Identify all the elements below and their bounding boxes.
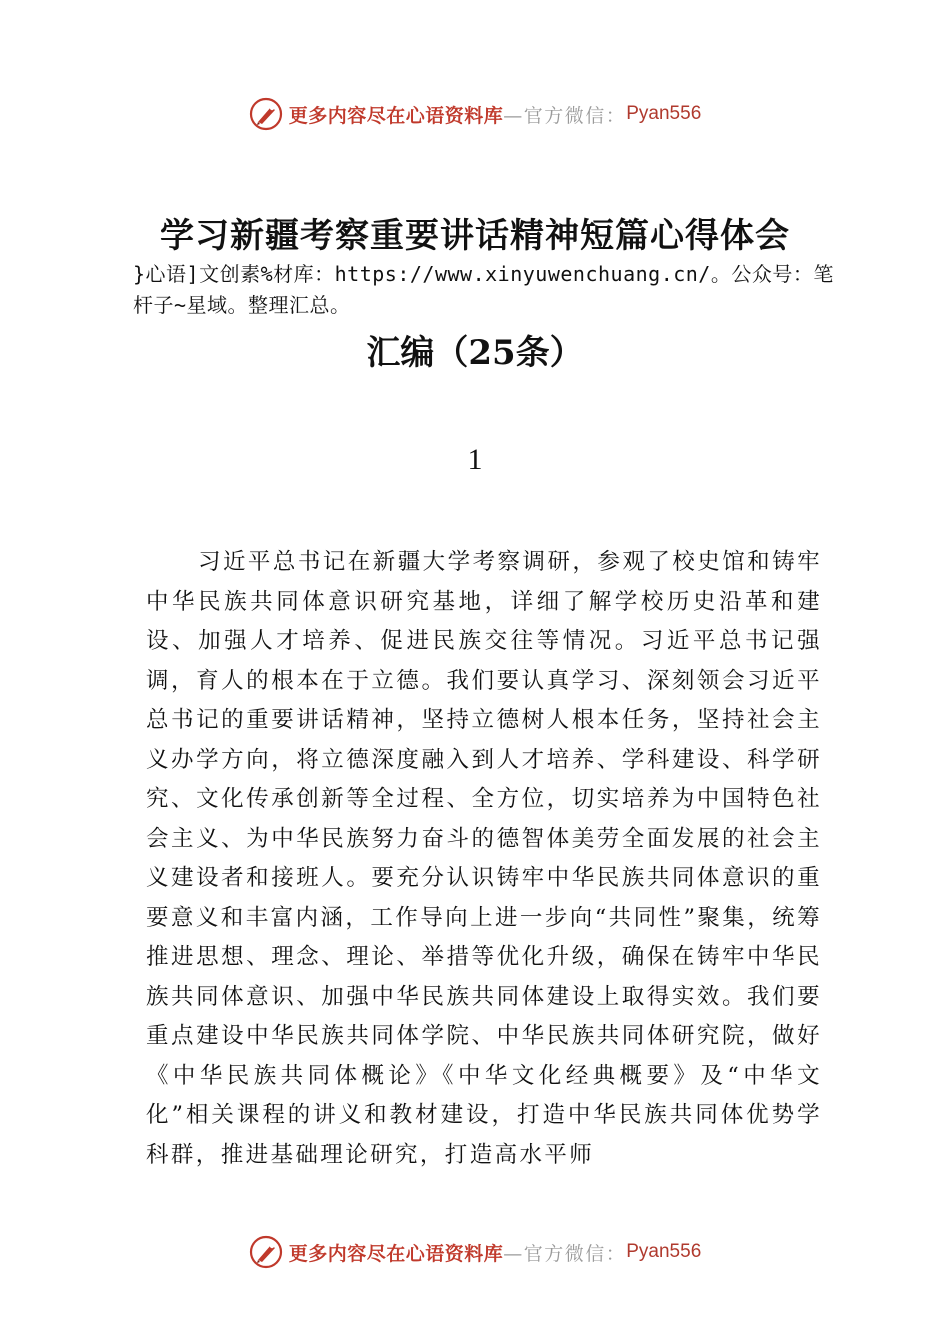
body-paragraph: 习近平总书记在新疆大学考察调研，参观了校史馆和铸牢中华民族共同体意识研究基地，详细了解学校历史沿革和建设、加强人才培养、促进民族交往等情况。习近平总书记强调，育人的根本在于立德。我们要认真学习、深刻领会习近平总书记的重要讲话精神，坚持立德树人根本任务，坚持社会主义办学方向，将立德深度融入到人才培养、学科建设、科学研究、文化传承创新等全过程、全方位，切实培养为中国特色社会主义、为中华民族努力奋斗的德智体美劳全面发展的社会主义建设者和接班人。要充分认识铸牢中华民族共同体意识的重要意义和丰富内涵，工作导向上进一步向“共同性”聚集，统筹推进思想、理念、理论、举措等优化升级，确保在铸牢中华民族共同体意识、加强中华民族共同体建设上取得实效。我们要重点建设中华民族共同体学院、中华民族共同体研究院，做好《中华民族共同体概论》《中华文化经典概要》及“中华文化”相关课程的讲义和教材建设，打造中华民族共同体优势学科群，推进基础理论研究，打造高水平师 [146,549,822,1168]
document-title: 学习新疆考察重要讲话精神短篇心得体会 [160,216,790,256]
source-line: }心语]文创素%材库：https://www.xinyuwenchuang.cn/。公众号：笔杆子~星域。整理汇总。 [133,262,834,317]
banner-library-text: 更多内容尽在心语资料库 [288,1242,504,1265]
pen-logo-icon [249,97,283,131]
document-subtitle: 汇编（25条） [366,333,584,373]
banner-library-text: 更多内容尽在心语资料库 [288,104,504,127]
banner-wechat-label: —官方微信： [503,1242,627,1265]
pen-logo-icon [249,1235,283,1269]
footer-banner [0,1232,950,1272]
banner-wechat-label: —官方微信： [503,104,627,127]
banner-wechat-id: Pyan556 [626,103,702,124]
banner-wechat-id: Pyan556 [626,1241,702,1262]
header-banner [0,94,950,134]
section-number: 1 [467,443,483,476]
